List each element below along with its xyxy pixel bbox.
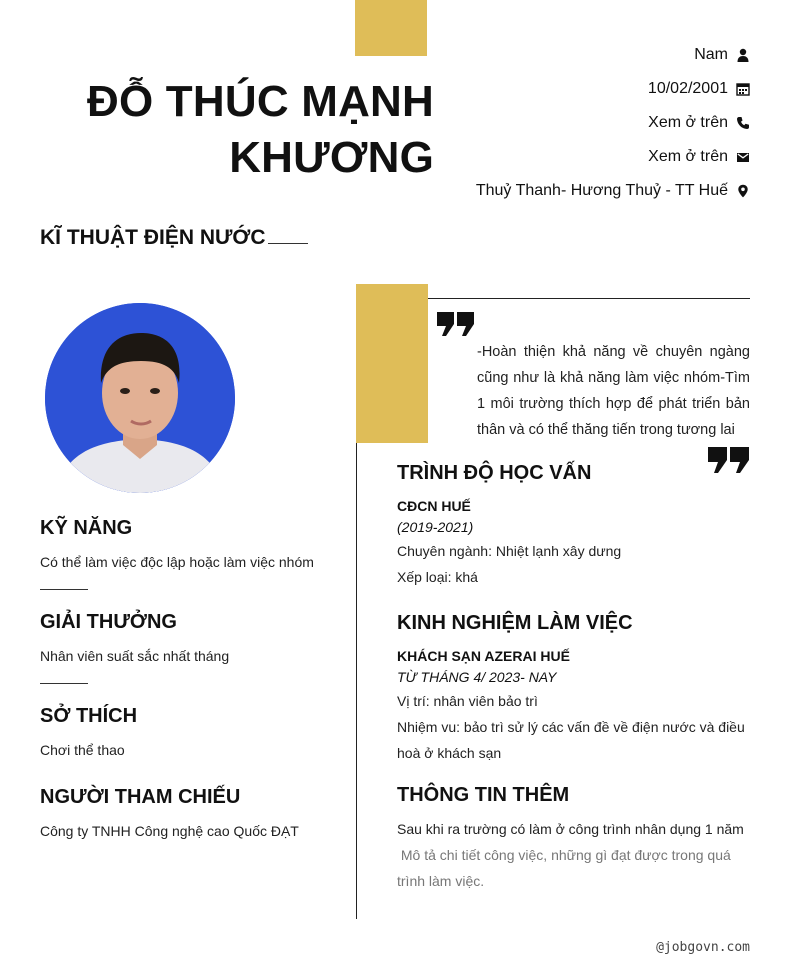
section-divider [40,589,88,590]
experience-position: Vị trí: nhân viên bảo trì [397,693,538,709]
section-divider [40,683,88,684]
calendar-icon [736,82,750,96]
extra-info-title: THÔNG TIN THÊM [397,784,570,806]
contact-birthday [350,72,750,106]
person-icon [736,48,750,62]
objective-top-rule [428,298,750,299]
hobbies-text: Chơi thể thao [40,742,125,758]
extra-info-placeholder: Mô tả chi tiết công việc, những gì đạt được trong quá trình làm việc. [397,847,735,889]
education-title: TRÌNH ĐỘ HỌC VẤN [397,462,592,484]
portrait-photo [45,303,235,493]
skills-title: KỸ NĂNG [40,517,133,539]
contact-email [350,140,750,174]
career-objective: -Hoàn thiện khả năng về chuyên ngàng cũng như là khả năng làm việc nhóm-Tìm 1 môi trường thích hợp để phát triển bản thân và có thể thăng tiến trong tương lai [477,344,750,438]
reference-text: Công ty TNHH Công nghệ cao Quốc ĐẠT [40,823,299,839]
address-value: Thuỷ Thanh- Hương Thuỷ - TT Huế [475,182,728,199]
avatar [45,303,235,493]
education-major: Chuyên ngành: Nhiệt lạnh xây dưng [397,543,622,559]
right-column [397,458,750,894]
job-title-underline [268,243,308,244]
phone-value: Xem ở trên [648,114,728,131]
experience-company: KHÁCH SẠN AZERAI HUẾ [397,648,570,664]
name-line-1: ĐỖ THÚC MẠNH [86,77,434,126]
extra-info-text: Sau khi ra trường có làm ở công trình nhân dụng 1 năm [397,821,744,837]
phone-icon [736,116,750,130]
contact-gender [350,38,750,72]
awards-title: GIẢI THƯỞNG [40,611,177,633]
email-value: Xem ở trên [648,148,728,165]
birthday-value: 10/02/2001 [647,80,728,97]
contact-info [350,38,750,208]
contact-phone [350,106,750,140]
column-divider [356,443,357,919]
accent-block-middle [356,284,428,443]
footer-watermark: @jobgovn.com [656,940,750,955]
education-grade: Xếp loại: khá [397,569,478,585]
hobbies-title: SỞ THÍCH [40,705,138,727]
quote-open-icon [437,312,475,341]
gender-value: Nam [694,46,728,63]
contact-address [350,174,750,208]
education-school: CĐCN HUẾ [397,498,471,514]
experience-period: TỪ THÁNG 4/ 2023- NAY [397,669,557,685]
awards-text: Nhân viên suất sắc nhất tháng [40,648,230,664]
job-title [40,226,308,250]
reference-title: NGƯỜI THAM CHIẾU [40,786,241,808]
name-line-2: KHƯƠNG [229,133,434,182]
education-period: (2019-2021) [397,519,474,535]
experience-title: KINH NGHIỆM LÀM VIỆC [397,612,633,634]
job-title-text: KĨ THUẬT ĐIỆN NƯỚC [40,226,266,249]
skills-text: Có thể làm việc độc lập hoặc làm việc nhóm [40,554,314,570]
mail-icon [736,150,750,164]
experience-duty: Nhiệm vu: bảo trì sử lý các vấn đề về điện nước và điều hoà ở khách sạn [397,719,745,761]
left-column [40,513,340,841]
location-icon [736,184,750,198]
